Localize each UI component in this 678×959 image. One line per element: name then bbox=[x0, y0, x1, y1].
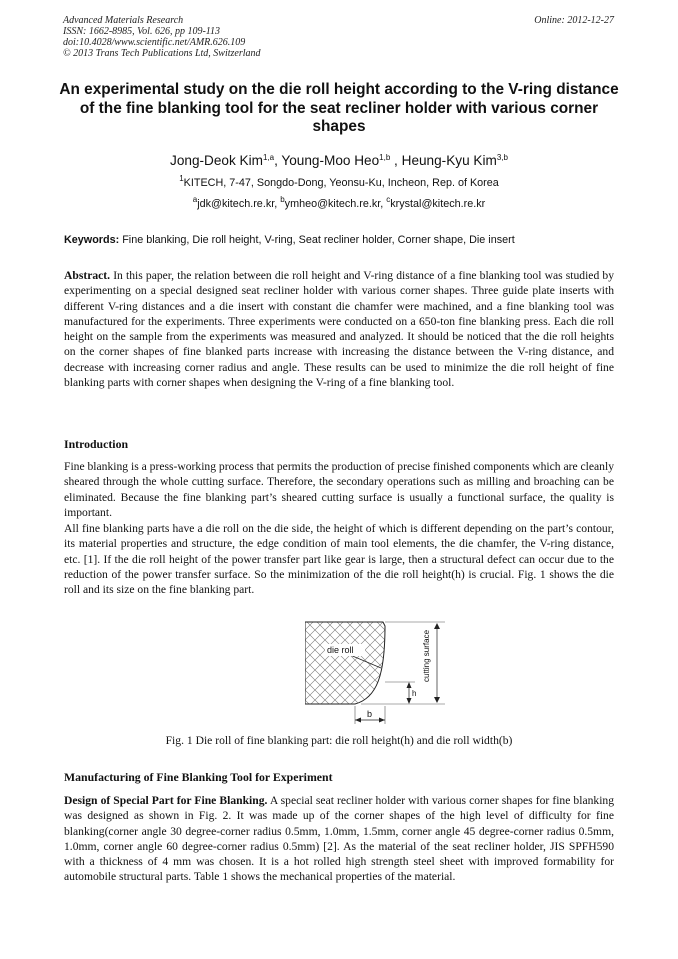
author-sup: 1,b bbox=[379, 153, 391, 162]
design-text: A special seat recliner holder with various corner shapes for fine blanking was designed as shown in Fig. 2. It was made up of the corner shapes of the high level of difficulty for fine blanking(corner angle 30 degree-corner radius 0.5mm, 1.0mm, 1.5mm, corner angle 45 degree-corner radius 0.5mm, 1.0mm, corner angle 60 degree-corner radius 0.5mm) [2]. As the material of the seat recliner holder, JIS SPFH590 with a thickness of 4 mm was chosen. It is a hot rolled high strength steel sheet with improved formability for automobile structural parts. Table 1 shows the mechanical properties of the material. bbox=[64, 794, 615, 884]
abstract-text: In this paper, the relation between die roll height and V-ring distance of a fine blanking tool was studied by experimenting on a special designed seat recliner holder with various corner shapes. Three guide plate inserts with different V-ring distances and a die insert with constant die chamfer were machined, and a fine blanking tool was manufactured for the experiments. Three experiments were conducted on a 650-ton fine blanking press. Each die roll height on the sample from the experiments was measured and analyzed. It should be noticed that the die roll heights on the corner shapes of fine blanked parts increase with increasing the distance between the V-ring distance, and decrease with increasing corner radius and angle. These results can be used to minimize the die roll height of fine blanking parts with corner shapes when designing the V-ring of a fine blanking tool. bbox=[64, 269, 614, 390]
author-sup: 1,a bbox=[262, 153, 275, 162]
design-subheading: Design of Special Part for Fine Blanking. bbox=[64, 794, 268, 807]
online-date: Online: 2012-12-27 bbox=[534, 15, 614, 26]
journal-copyright: © 2013 Trans Tech Publications Ltd, Switzerland bbox=[63, 48, 261, 59]
keywords-label: Keywords: bbox=[64, 234, 120, 246]
intro-paragraph-1: Fine blanking is a press-working process that permits the production of precise finished components which are cleanly sheared through the whole cutting surface. Therefore, the secondary operations such as milling and broaching can be eliminated. Because the fine blanking part’s sheared cutting surface is usually a functional surface, the quality is important. bbox=[64, 460, 614, 519]
affiliation: $^1$KITECH, 7-47, Songdo-Dong, Yeonsu-Ku, Incheon, Rep. of Korea bbox=[179, 174, 499, 189]
figure-1-caption: Fig. 1 Die roll of fine blanking part: die roll height(h) and die roll width(b) bbox=[165, 734, 513, 747]
author-list: Jong-Deok Kim$^{1,a}$, Young-Moo Heo$^{1,b}$ , Heung-Kyu Kim$^{3,b}$ bbox=[170, 153, 508, 168]
journal-doi: doi:10.4028/www.scientific.net/AMR.626.109 bbox=[63, 37, 246, 48]
keywords-text: Fine blanking, Die roll height, V-ring, Seat recliner holder, Corner shape, Die insert bbox=[119, 234, 515, 246]
design-paragraph bbox=[64, 793, 614, 885]
author-name: Heung-Kyu Kim bbox=[401, 153, 497, 168]
email-link[interactable]: krystal@kitech.re.kr bbox=[390, 198, 486, 210]
email-link[interactable]: ymheo@kitech.re.kr bbox=[284, 198, 381, 210]
author-emails: $^a$jdk@kitech.re.kr, $^b$ymheo@kitech.re.kr, $^c$krystal@kitech.re.kr bbox=[192, 195, 486, 210]
abstract bbox=[64, 268, 614, 390]
journal-header bbox=[63, 15, 261, 59]
abstract-label: Abstract. bbox=[64, 269, 111, 282]
cutting-surface-label: cutting surface bbox=[422, 629, 431, 682]
journal-issn: ISSN: 1662-8985, Vol. 626, pp 109-113 bbox=[63, 26, 221, 37]
intro-paragraph-2: All fine blanking parts have a die roll on the die side, the height of which is different depending on the part’s contour, its material properties and structure, the edge condition of main tool elements, the die chamfer, the V-ring distance, etc. [1]. If the die roll height of the power transfer part like gear is large, then a structural defect can occur due to the reduction of the power transfer surface. So the minimization of the die roll height(h) is crucial. Fig. 1 shows the die roll and its size on the fine blanking part. bbox=[64, 522, 614, 597]
die-roll-label: die roll bbox=[327, 645, 354, 655]
blanked-part-body bbox=[305, 622, 385, 704]
figure-1-die-roll-diagram bbox=[305, 620, 465, 732]
section-heading-introduction: Introduction bbox=[64, 437, 129, 451]
author-sup: 3,b bbox=[496, 153, 508, 162]
author-name: Young-Moo Heo bbox=[281, 153, 380, 168]
b-label: b bbox=[367, 709, 373, 719]
author-name: Jong-Deok Kim bbox=[170, 153, 263, 168]
paper-title: An experimental study on the die roll height according to the V-ring distance of the fine blanking tool for the seat recliner holder with various corner shapes bbox=[59, 81, 619, 135]
h-label: h bbox=[412, 689, 417, 698]
email-link[interactable]: jdk@kitech.re.kr bbox=[197, 198, 275, 210]
keywords bbox=[64, 234, 624, 246]
section-heading-manufacturing: Manufacturing of Fine Blanking Tool for Experiment bbox=[64, 770, 333, 784]
journal-name: Advanced Materials Research bbox=[63, 15, 184, 26]
